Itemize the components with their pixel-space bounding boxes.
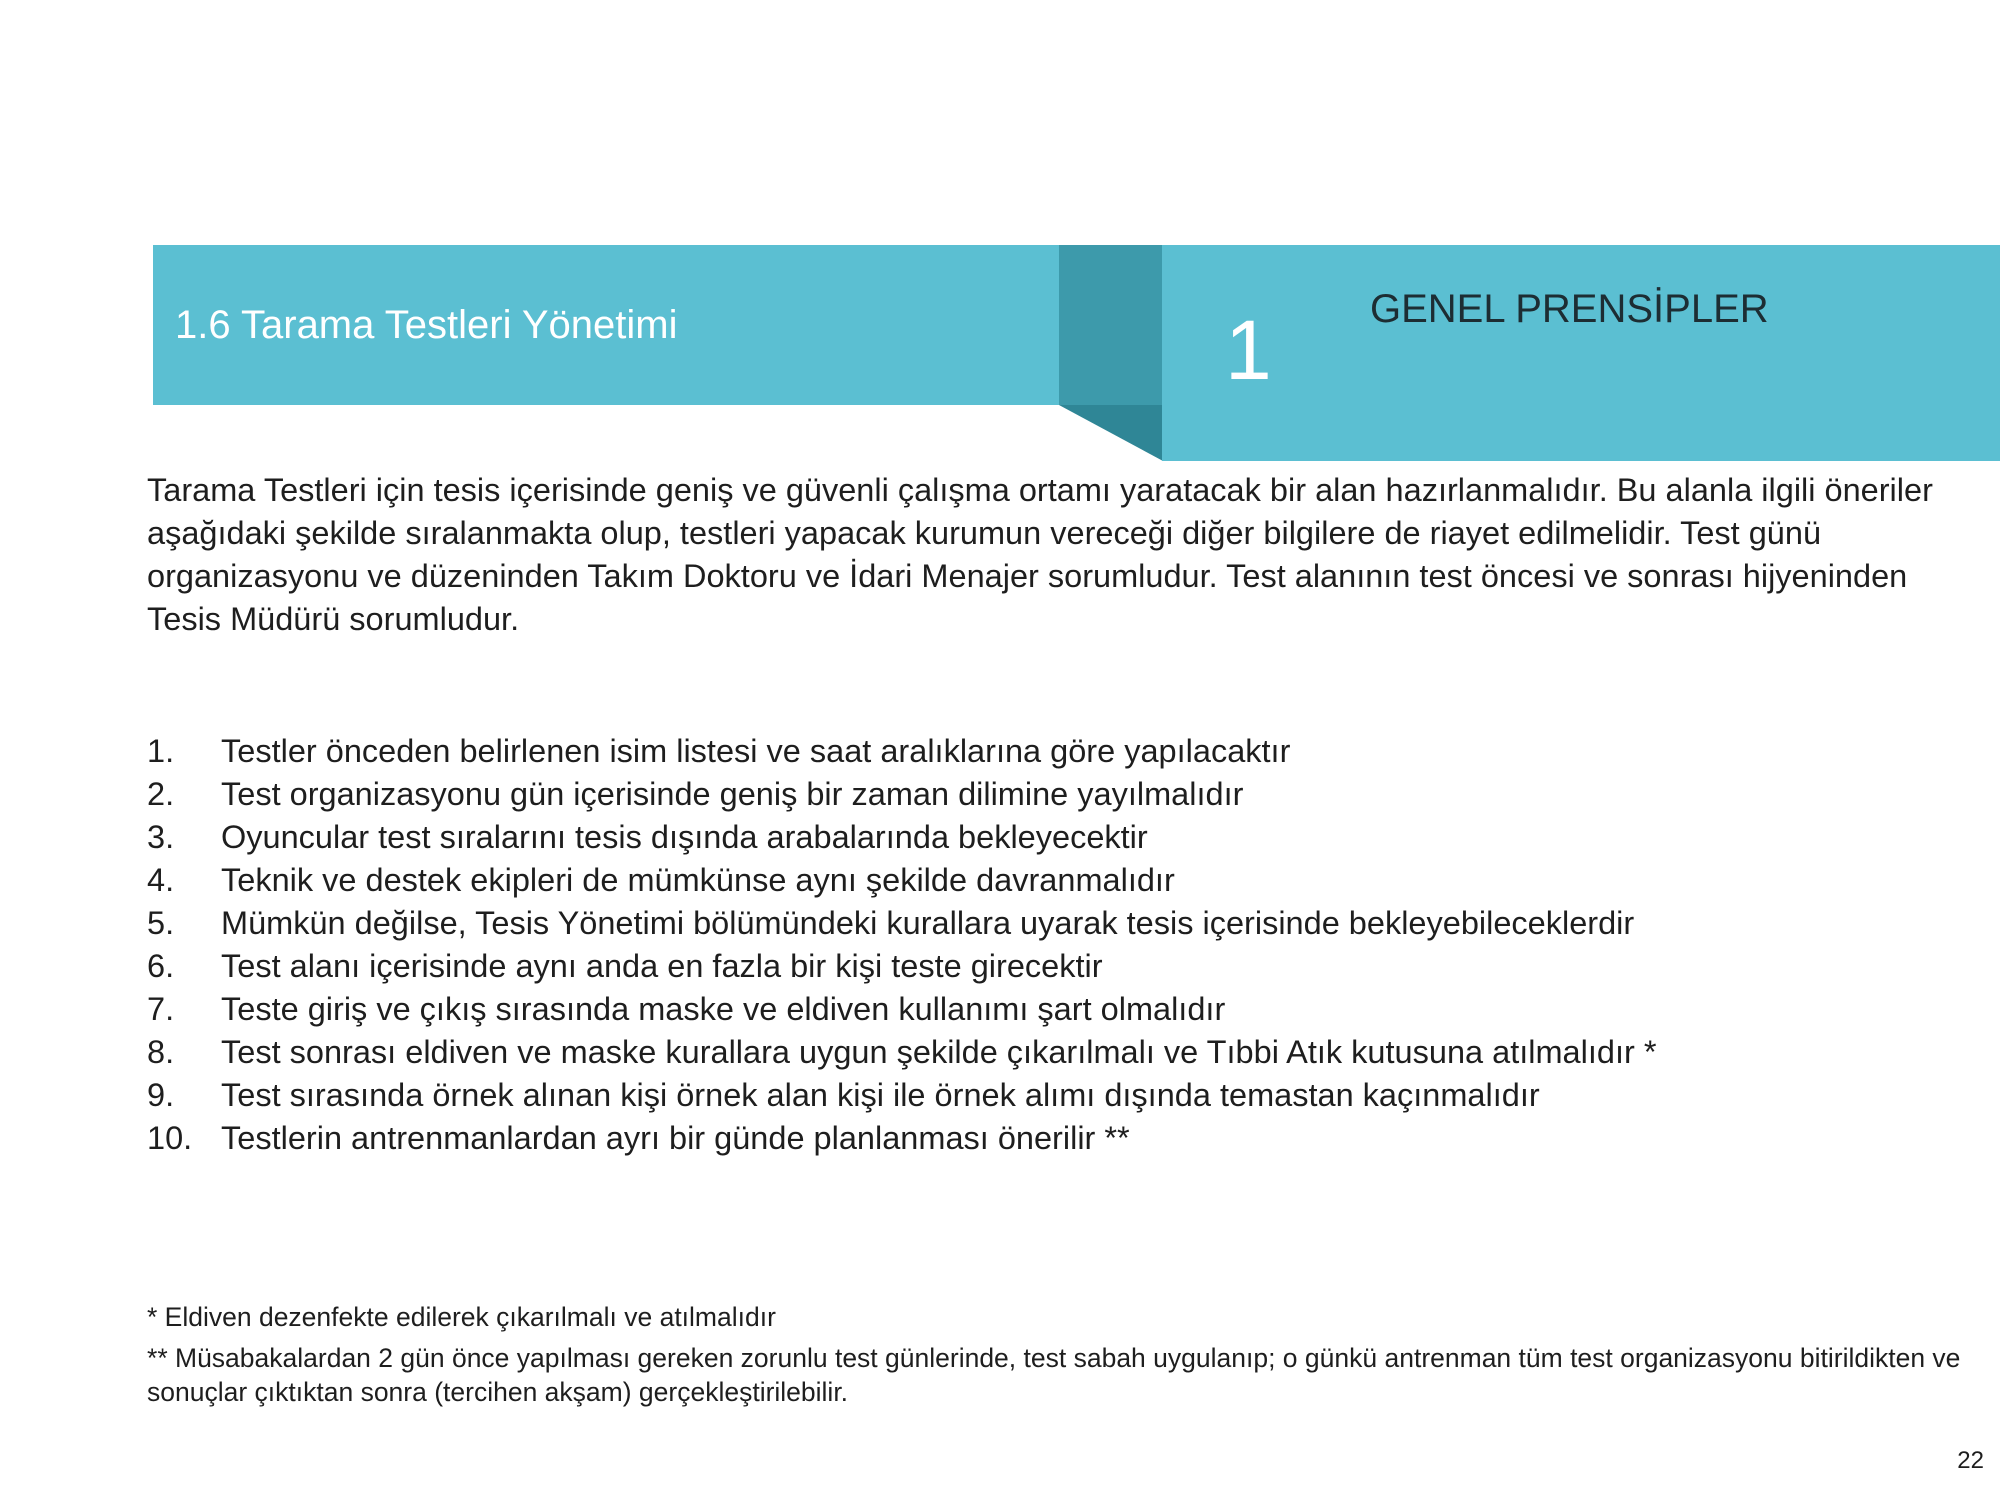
list-item — [147, 816, 1987, 859]
list-item — [147, 730, 1987, 773]
list-item — [147, 945, 1987, 988]
list-item-text: Teknik ve destek ekipleri de mümkünse aynı şekilde davranmalıdır — [221, 862, 1175, 898]
intro-paragraph: Tarama Testleri için tesis içerisinde geniş ve güvenli çalışma ortamı yaratacak bir alan hazırlanmalıdır. Bu alanla ilgili öneriler aşağıdaki şekilde sıralanmakta olup, testleri yapacak kurumun vereceği diğer bilgilere de riayet edilmelidir. Test günü organizasyonu ve düzeninden Takım Doktoru ve İdari Menajer sorumludur. Test alanının test öncesi ve sonrası hijyeninden Tesis Müdürü sorumludur. — [147, 472, 1933, 637]
chapter-number: 1 — [1225, 303, 1272, 397]
list-item-number: 5. — [147, 905, 175, 941]
list-item — [147, 1074, 1987, 1117]
rules-list — [147, 730, 1987, 1160]
footnote: ** Müsabakalardan 2 gün önce yapılması gereken zorunlu test günlerinde, test sabah uygulanıp; o günkü antrenman tüm test organizasyonu bitirildikten ve sonuçlar çıktıktan sonra (tercihen akşam) gerçekleştirilebilir. — [147, 1343, 1961, 1407]
banner-fold — [1059, 245, 1165, 463]
list-item — [147, 773, 1987, 816]
list-item-text: Testler önceden belirlenen isim listesi ve saat aralıklarına göre yapılacaktır — [221, 733, 1291, 769]
list-item — [147, 1031, 1987, 1074]
list-item-number: 2. — [147, 776, 175, 812]
list-item-number: 9. — [147, 1077, 175, 1113]
list-item-text: Test sonrası eldiven ve maske kurallara uygun şekilde çıkarılmalı ve Tıbbi Atık kutusuna atılmalıdır * — [221, 1034, 1657, 1070]
list-item-text: Teste giriş ve çıkış sırasında maske ve eldiven kullanımı şart olmalıdır — [221, 991, 1226, 1027]
list-item — [147, 902, 1987, 945]
list-item — [147, 859, 1987, 902]
list-item-number: 7. — [147, 991, 175, 1027]
list-item-text: Mümkün değilse, Tesis Yönetimi bölümündeki kurallara uyarak tesis içerisinde bekleyebileceklerdir — [221, 905, 1635, 941]
chapter-title: GENEL PRENSİPLER — [1370, 287, 1769, 331]
banner-fold-panel — [1059, 245, 1163, 405]
list-item-text: Testlerin antrenmanlardan ayrı bir günde planlanması önerilir ** — [221, 1120, 1130, 1156]
list-item-number: 10. — [147, 1120, 193, 1156]
list-item-number: 6. — [147, 948, 175, 984]
section-title: 1.6 Tarama Testleri Yönetimi — [175, 303, 678, 347]
page-number: 22 — [1957, 1447, 1984, 1474]
chapter-banner — [1162, 245, 2000, 461]
footnotes — [147, 1300, 1987, 1416]
list-item-text: Test alanı içerisinde aynı anda en fazla bir kişi teste girecektir — [221, 948, 1103, 984]
list-item-number: 3. — [147, 819, 175, 855]
list-item-number: 8. — [147, 1034, 175, 1070]
list-item-text: Oyuncular test sıralarını tesis dışında arabalarında bekleyecektir — [221, 819, 1148, 855]
list-item — [147, 988, 1987, 1031]
list-item-text: Test organizasyonu gün içerisinde geniş bir zaman dilimine yayılmalıdır — [221, 776, 1244, 812]
footnote: * Eldiven dezenfekte edilerek çıkarılmalı ve atılmalıdır — [147, 1302, 776, 1332]
list-item — [147, 1117, 1987, 1160]
list-item-number: 4. — [147, 862, 175, 898]
banner-fold-shadow — [1059, 405, 1163, 461]
list-item-number: 1. — [147, 733, 175, 769]
list-item-text: Test sırasında örnek alınan kişi örnek alan kişi ile örnek alımı dışında temastan kaçınmalıdır — [221, 1077, 1540, 1113]
